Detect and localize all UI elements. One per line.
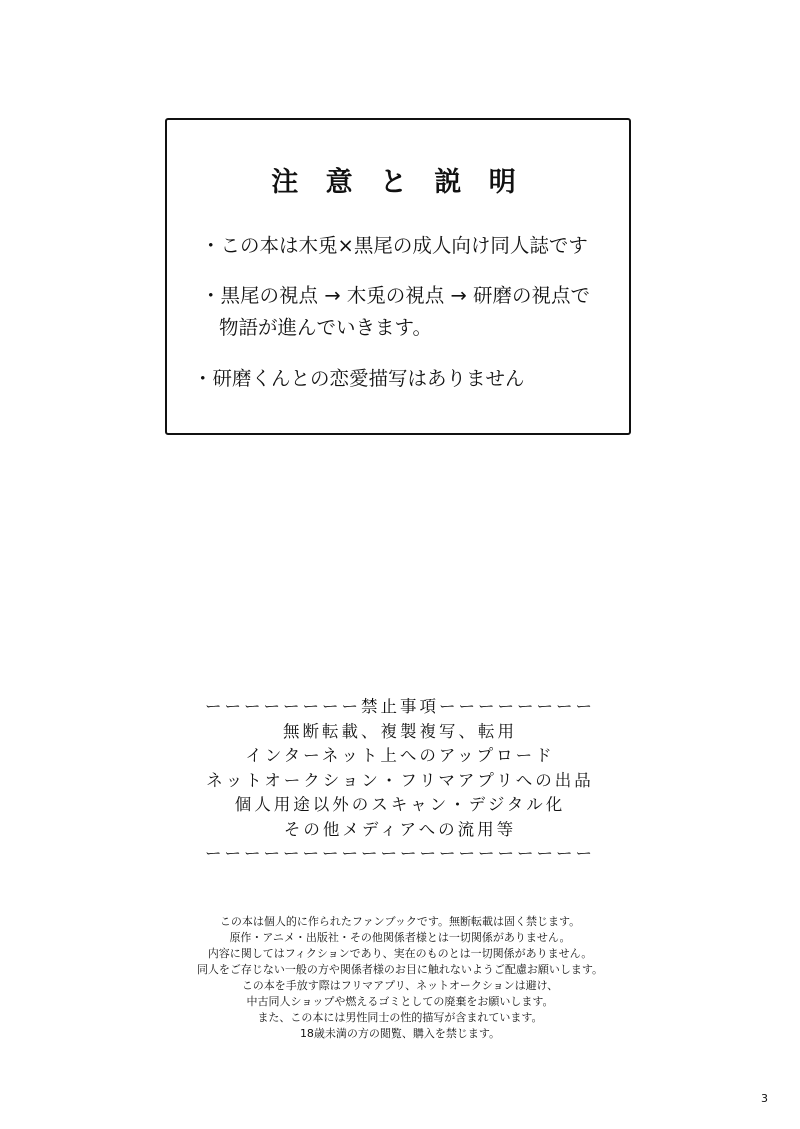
disclaimer-line: 18歳未満の方の閲覧、購入を禁じます。 xyxy=(299,1027,501,1040)
disclaimer-line: 内容に関してはフィクションであり、実在のものとは一切関係がありません。 xyxy=(207,947,593,960)
prohibited-item: インターネット上へのアップロード xyxy=(245,746,555,765)
prohibited-footer-rule: ーーーーーーーーーーーーーーーーーーーー xyxy=(205,844,595,863)
disclaimer-line: この本は個人的に作られたファンブックです。無断転載は固く禁じます。 xyxy=(219,915,581,928)
prohibited-item: 無断転載、複製複写、転用 xyxy=(283,721,517,741)
notice-bullet-viewpoint-line1: ・黒尾の視点 → 木兎の視点 → 研磨の視点で xyxy=(201,284,590,307)
prohibited-item: ネットオークション・フリマアプリへの出品 xyxy=(206,770,594,790)
notice-bullet-viewpoint xyxy=(201,280,590,344)
notice-box xyxy=(165,118,631,435)
disclaimer xyxy=(0,914,800,1042)
prohibited-item: 個人用途以外のスキャン・デジタル化 xyxy=(234,795,566,814)
disclaimer-line: 中古同人ショップや燃えるゴミとしての廃棄をお願いします。 xyxy=(246,995,554,1008)
prohibited-item: その他メディアへの流用等 xyxy=(283,819,517,839)
page-number: 3 xyxy=(761,1092,768,1105)
disclaimer-line: 同人をご存じない一般の方や関係者様のお目に触れないようご配慮お願いします。 xyxy=(196,963,604,976)
disclaimer-line: この本を手放す際はフリマアプリ、ネットオークションは避け、 xyxy=(241,979,559,992)
prohibited-header: ーーーーーーーー禁止事項ーーーーーーーー xyxy=(205,697,595,716)
disclaimer-line: また、この本には男性同士の性的描写が含まれています。 xyxy=(257,1011,543,1024)
notice-bullet-romance: ・研磨くんとの恋愛描写はありません xyxy=(193,367,525,390)
prohibited-section xyxy=(0,695,800,867)
notice-bullet-content: ・この本は木兎×黒尾の成人向け同人誌です xyxy=(201,234,588,257)
notice-bullet-viewpoint-line2: 物語が進んでいきます。 xyxy=(219,316,432,339)
notice-title: 注 意 と 説 明 xyxy=(271,167,525,198)
disclaimer-line: 原作・アニメ・出版社・その他関係者様とは一切関係がありません。 xyxy=(229,931,571,944)
